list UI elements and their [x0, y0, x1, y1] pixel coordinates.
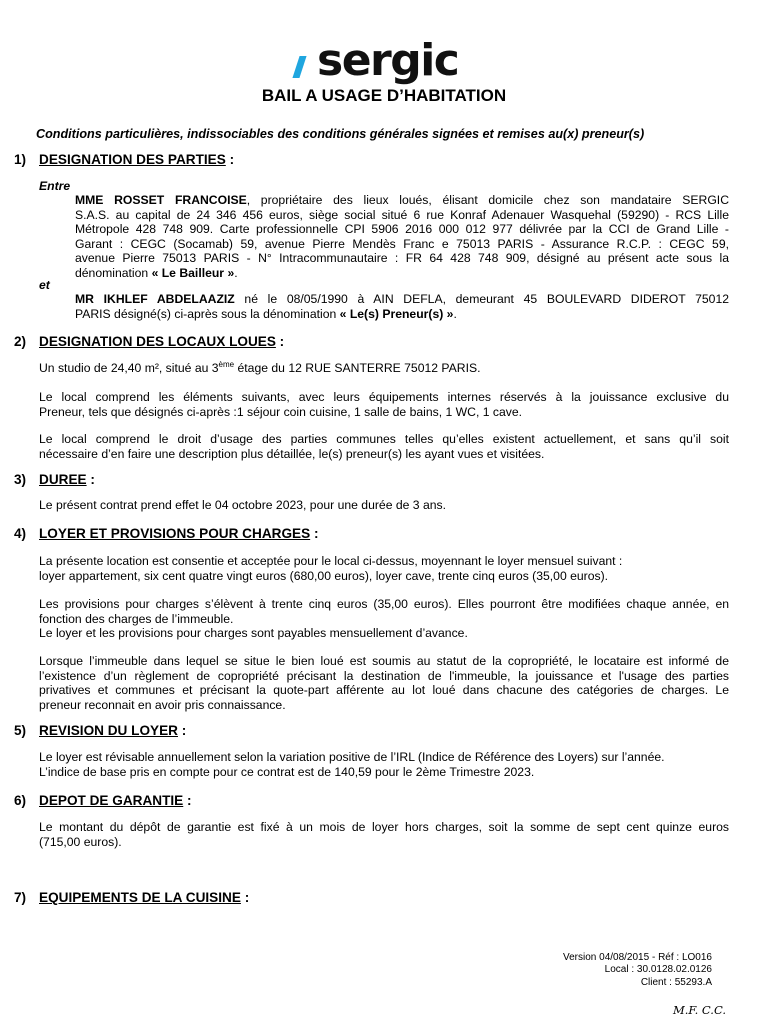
- section-1-number: 1): [14, 152, 27, 167]
- provisions-paragraph: Les provisions pour charges s’élèvent à trente cinq euros (35,00 euros). Elles pourront être modifiées chaque année, en fonction des charges de l’immeuble. Le loyer et les provisions pour charges sont payables mensuellement d’avance.: [39, 597, 729, 641]
- handwritten-initials: M.F. C.C.: [672, 1003, 726, 1017]
- section-1-title: DESIGNATION DES PARTIES: [39, 152, 226, 167]
- section-7-title: EQUIPEMENTS DE LA CUISINE: [39, 890, 241, 905]
- sergic-logo: [296, 36, 458, 86]
- section-5-title: REVISION DU LOYER: [39, 723, 178, 738]
- locaux-description: Un studio de 24,40 m², situé au 3ème étage du 12 RUE SANTERRE 75012 PARIS.: [39, 359, 481, 375]
- section-6-heading: 6) DEPOT DE GARANTIE :: [14, 793, 192, 808]
- copropriete-paragraph: Lorsque l’immeuble dans lequel se situe le bien loué est soumis au statut de la copropriété, le locataire est informé de l’existence d’un règlement de copropriété précisant la destination de l'immeuble, la jouissance et l'usage des parties privatives et communes et précisant la quote-part afférente au lot loué dans chacune des catégories de charges. Le preneur reconnait en avoir pris connaissance.: [39, 654, 729, 712]
- bailleur-paragraph: MME ROSSET FRANCOISE, propriétaire des lieux loués, élisant domicile chez son mandataire SERGIC S.A.S. au capital de 24 346 456 euros, siège social situé 6 rue Konraf Adenauer Wasquehal (59290) - RCS Lille Métropole 428 748 909. Carte professionnelle CPI 5906 2016 000 012 977 délivrée par la CCI de Grand Lille - Garant : CEGC (Socamab) 59, avenue Pierre Mendès Franc e 75013 PARIS - Assurance R.C.P. : CEGC 59, avenue Pierre 75013 PARIS - N° Intracommunautaire : FR 64 428 748 909, désigné au présent acte sous la dénomination « Le Bailleur ».: [75, 193, 729, 280]
- preneur-denomination: « Le(s) Preneur(s) »: [339, 306, 454, 321]
- section-7-heading: 7) EQUIPEMENTS DE LA CUISINE :: [14, 890, 250, 905]
- locaux-parties-communes: Le local comprend le droit d’usage des parties communes telles qu’elles existent actuellement, et sans qu’il soit nécessaire d’en faire une description plus détaillée, le(s) preneur(s) les ayant vues et visitées.: [39, 432, 729, 461]
- logo-slash-mark: [292, 56, 306, 78]
- preneur-name: MR IKHLEF ABDELAAZIZ: [75, 292, 235, 306]
- entre-label: Entre: [39, 179, 71, 193]
- duree-text: Le présent contrat prend effet le 04 octobre 2023, pour une durée de 3 ans.: [39, 498, 446, 512]
- footer-local: Local : 30.0128.02.0126: [604, 964, 712, 976]
- document-title: BAIL A USAGE D’HABITATION: [261, 86, 507, 105]
- footer-client: Client : 55293.A: [640, 976, 712, 988]
- footer-version: Version 04/08/2015 - Réf : LO016: [563, 952, 712, 963]
- section-4-title: LOYER ET PROVISIONS POUR CHARGES: [39, 526, 311, 541]
- revision-paragraph: Le loyer est révisable annuellement selon la variation positive de l’IRL (Indice de Référence des Loyers) sur l’année. L’indice de base pris en compte pour ce contrat est de 140,59 pour le 2ème Trimestre 2023.: [39, 750, 665, 779]
- et-label: et: [39, 278, 50, 292]
- document-footer: [563, 952, 712, 989]
- bailleur-name: MME ROSSET FRANCOISE: [75, 193, 247, 207]
- section-3-heading: 3) DUREE :: [14, 472, 95, 487]
- section-6-title: DEPOT DE GARANTIE: [39, 793, 184, 808]
- section-5-heading: 5) REVISION DU LOYER :: [14, 723, 187, 738]
- section-1-heading: 1) DESIGNATION DES PARTIES :: [14, 152, 235, 167]
- bailleur-denomination: « Le Bailleur »: [151, 265, 235, 280]
- depot-paragraph: Le montant du dépôt de garantie est fixé à un mois de loyer hors charges, soit la somme de sept cent quinze euros (715,00 euros).: [39, 820, 729, 849]
- section-4-heading: 4) LOYER ET PROVISIONS POUR CHARGES :: [14, 526, 319, 541]
- preneur-paragraph: MR IKHLEF ABDELAAZIZ né le 08/05/1990 à AIN DEFLA, demeurant 45 BOULEVARD DIDEROT 75012 PARIS désigné(s) ci-après sous la dénomination « Le(s) Preneur(s) ».: [75, 292, 729, 321]
- document-subtitle: Conditions particulières, indissociables des conditions générales signées et remises au(x) preneur(s): [36, 127, 645, 141]
- loyer-paragraph: La présente location est consentie et acceptée pour le local ci-dessus, moyennant le loyer mensuel suivant : loyer appartement, six cent quatre vingt euros (680,00 euros), loyer cave, trente cinq euros (35,00 euros).: [39, 554, 623, 583]
- section-3-title: DUREE: [39, 472, 87, 487]
- locaux-elements: Le local comprend les éléments suivants, avec leurs équipements internes réservés à la jouissance exclusive du Preneur, tels que désignés ci-après :1 séjour coin cuisine, 1 salle de bains, 1 WC, 1 cave.: [39, 390, 729, 419]
- logo-text: sergic: [317, 35, 459, 86]
- section-2-title: DESIGNATION DES LOCAUX LOUES: [39, 334, 276, 349]
- section-2-heading: 2) DESIGNATION DES LOCAUX LOUES :: [14, 334, 285, 349]
